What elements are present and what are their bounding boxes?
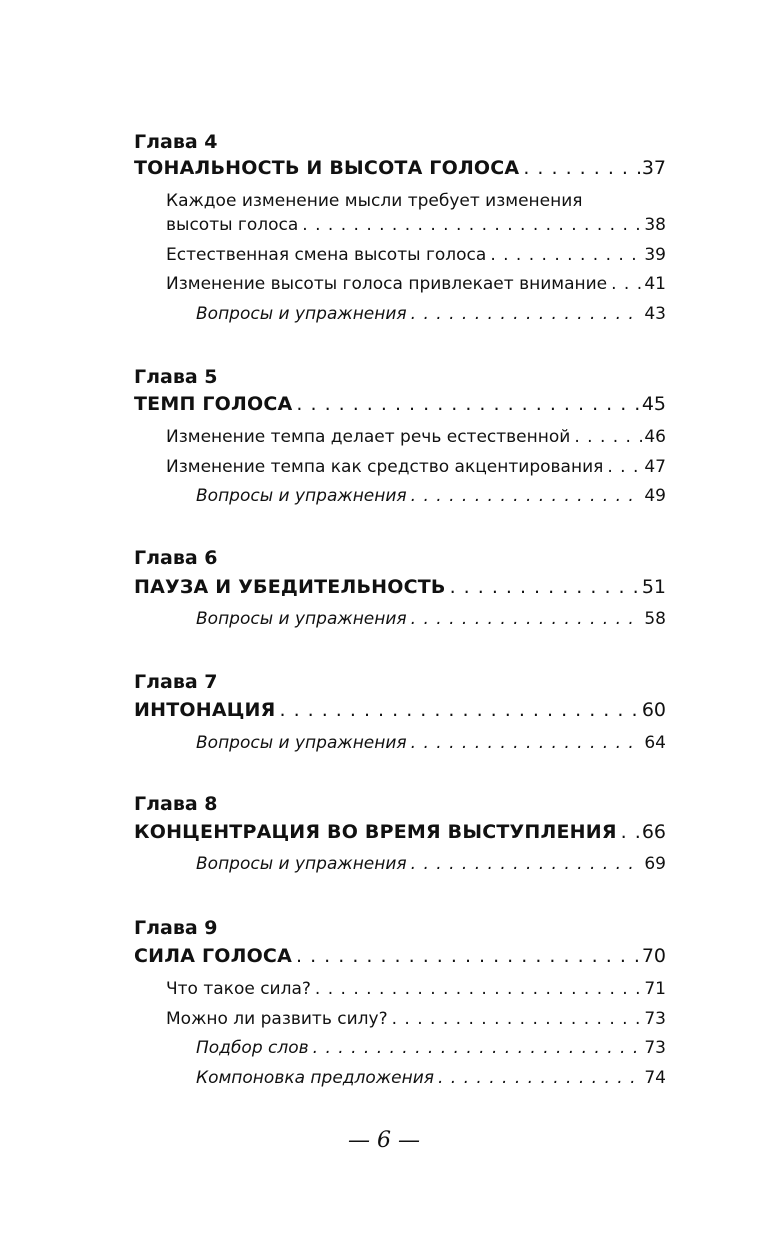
page-number: 66 [641,821,666,843]
toc-entry-exercises[interactable] [196,301,666,327]
chapter-label: Глава 9 [134,917,218,939]
entry-text: Вопросы и упражнения [196,486,407,506]
entry-text: Вопросы и упражнения [196,854,407,874]
entry-text: Изменение темпа делает речь естественной [166,427,571,447]
page-number: 60 [641,699,666,721]
entry-text: Вопросы и упражнения [196,304,407,324]
toc-entry-exercises[interactable] [196,483,666,509]
dot-leader [607,454,642,480]
toc-entry-sub[interactable] [196,1035,666,1061]
toc-entry[interactable] [166,212,666,238]
toc-entry-exercises[interactable] [196,730,666,756]
page-number: 74 [644,1068,666,1088]
dot-leader [315,976,642,1002]
dot-leader [574,424,642,450]
page-number: 73 [644,1009,666,1029]
page-number: 69 [644,854,666,874]
page-number: 37 [641,157,666,179]
page-folio: — 6 — [348,1128,420,1153]
toc-entry-exercises[interactable] [196,606,666,632]
toc-entry-line1: Каждое изменение мысли требует изменения [166,191,583,211]
dot-leader [313,1035,643,1061]
toc-entry[interactable] [166,1006,666,1032]
page-number: 70 [641,945,666,967]
entry-text: Изменение высоты голоса привлекает внимание [166,274,608,294]
chapter-title-entry[interactable] [134,819,666,845]
dot-leader [411,483,643,509]
dot-leader [411,606,643,632]
toc-entry-sub[interactable] [196,1065,666,1091]
page-number: 58 [644,609,666,629]
dot-leader [450,574,640,600]
entry-text: Можно ли развить силу? [166,1009,388,1029]
entry-text: Вопросы и упражнения [196,609,407,629]
entry-text: высоты голоса [166,215,299,235]
page-number: 38 [644,215,666,235]
chapter-label: Глава 8 [134,793,218,815]
chapter-label: Глава 6 [134,547,218,569]
dot-leader [523,155,639,181]
chapter-title: ПАУЗА И УБЕДИТЕЛЬНОСТЬ [134,576,446,598]
page-number: 73 [644,1038,666,1058]
chapter-title: КОНЦЕНТРАЦИЯ ВО ВРЕМЯ ВЫСТУПЛЕНИЯ [134,821,617,843]
dot-leader [296,391,639,417]
dot-leader [279,697,639,723]
dot-leader [302,212,642,238]
chapter-label: Глава 7 [134,671,218,693]
chapter-title-entry[interactable] [134,943,666,969]
toc-entry[interactable] [166,242,666,268]
chapter-title-entry[interactable] [134,391,666,417]
chapter-title: ТЕМП ГОЛОСА [134,393,293,415]
page-number: 51 [641,576,666,598]
chapter-title: ТОНАЛЬНОСТЬ И ВЫСОТА ГОЛОСА [134,157,520,179]
page-number: 43 [644,304,666,324]
chapter-label: Глава 5 [134,366,218,388]
toc-entry[interactable] [166,976,666,1002]
dot-leader [392,1006,643,1032]
toc-entry[interactable] [166,454,666,480]
page-number: 46 [644,427,666,447]
entry-text: Подбор слов [196,1038,309,1058]
page-number: 41 [644,274,666,294]
chapter-title: СИЛА ГОЛОСА [134,945,292,967]
page-number: 71 [644,979,666,999]
page-number: 64 [644,733,666,753]
dot-leader [611,271,642,297]
entry-text: Что такое сила? [166,979,311,999]
entry-text: Изменение темпа как средство акцентирования [166,457,604,477]
page-number: 45 [641,393,666,415]
page-number: 49 [644,486,666,506]
dot-leader [296,943,640,969]
chapter-title-entry[interactable] [134,574,666,600]
chapter-title-entry[interactable] [134,155,666,181]
page-number: 39 [644,245,666,265]
toc-entry[interactable] [166,271,666,297]
entry-text: Компоновка предложения [196,1068,434,1088]
toc-entry-exercises[interactable] [196,851,666,877]
entry-text: Вопросы и упражнения [196,733,407,753]
chapter-label: Глава 4 [134,131,218,153]
dot-leader [411,851,643,877]
dot-leader [411,730,643,756]
dot-leader [438,1065,642,1091]
dot-leader [621,819,640,845]
page-number: 47 [644,457,666,477]
entry-text: Естественная смена высоты голоса [166,245,487,265]
toc-entry[interactable] [166,424,666,450]
dot-leader [411,301,643,327]
chapter-title-entry[interactable] [134,697,666,723]
chapter-title: ИНТОНАЦИЯ [134,699,276,721]
dot-leader [490,242,642,268]
